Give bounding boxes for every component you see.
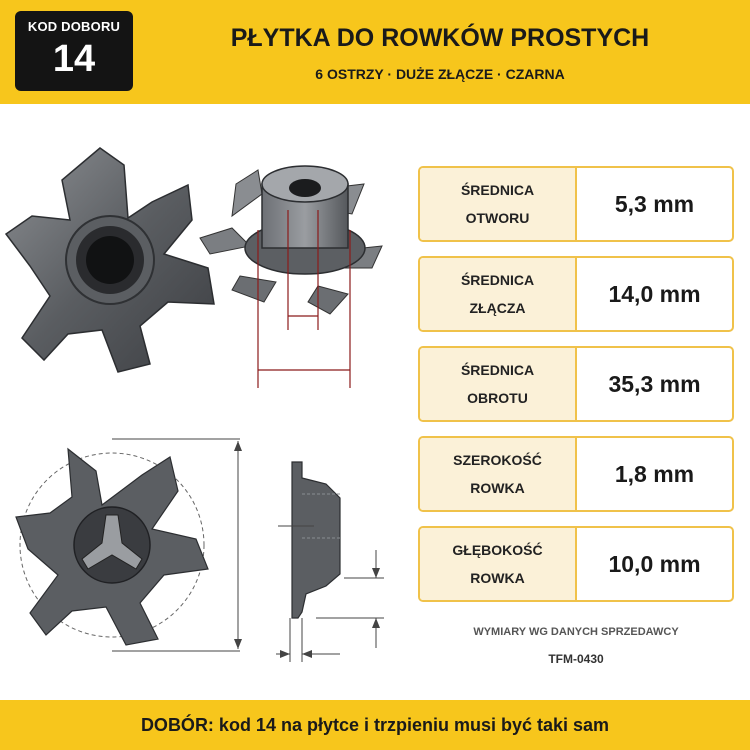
- spec-label: [420, 168, 577, 240]
- spec-label-line2: ROWKA: [470, 480, 525, 496]
- page-subtitle: 6 OSTRZY · DUŻE ZŁĄCZE · CZARNA: [315, 66, 565, 82]
- spec-value: 5,3 mm: [614, 190, 695, 217]
- spec-label-line1: ŚREDNICA: [460, 272, 535, 288]
- footer-bar: [0, 700, 750, 750]
- spec-row-cutting-diameter: [418, 346, 734, 422]
- spec-row-bore-diameter: [418, 166, 734, 242]
- code-label: KOD DOBORU: [27, 19, 121, 34]
- spec-table: [418, 166, 734, 616]
- code-badge: [15, 11, 133, 91]
- spec-label: [420, 528, 577, 600]
- spec-label-line2: OTWORU: [465, 210, 530, 226]
- spec-label-line2: ROWKA: [470, 570, 525, 586]
- spec-value: 14,0 mm: [608, 280, 701, 307]
- code-value: 14: [52, 38, 96, 80]
- spec-label-line2: OBROTU: [467, 390, 528, 406]
- spec-label-line1: ŚREDNICA: [460, 362, 535, 378]
- spec-value: 1,8 mm: [614, 460, 695, 487]
- spec-row-groove-depth: [418, 526, 734, 602]
- dimensions-note: WYMIARY WG DANYCH SPRZEDAWCY: [473, 626, 679, 638]
- model-code: TFM-0430: [548, 652, 604, 666]
- cutter-perspective-view: [200, 166, 382, 388]
- spec-label: [420, 348, 577, 420]
- spec-label: [420, 438, 577, 510]
- technical-front-view: [16, 439, 242, 651]
- spec-label-line1: SZEROKOŚĆ: [453, 452, 542, 468]
- spec-row-joint-diameter: [418, 256, 734, 332]
- product-illustration: [0, 118, 410, 688]
- spec-value: 35,3 mm: [608, 370, 701, 397]
- page-title: PŁYTKA DO ROWKÓW PROSTYCH: [230, 24, 650, 52]
- spec-label-line2: ZŁĄCZA: [469, 300, 526, 316]
- spec-label-line1: GŁĘBOKOŚĆ: [452, 542, 543, 558]
- spec-label: [420, 258, 577, 330]
- technical-side-view: [276, 462, 384, 662]
- cutter-front-view: [6, 148, 214, 372]
- spec-label-line1: ŚREDNICA: [460, 182, 535, 198]
- footer-text: DOBÓR: kod 14 na płytce i trzpieniu musi być taki sam: [140, 715, 610, 735]
- header-bar: [0, 0, 750, 104]
- spec-row-groove-width: [418, 436, 734, 512]
- spec-value: 10,0 mm: [608, 550, 701, 577]
